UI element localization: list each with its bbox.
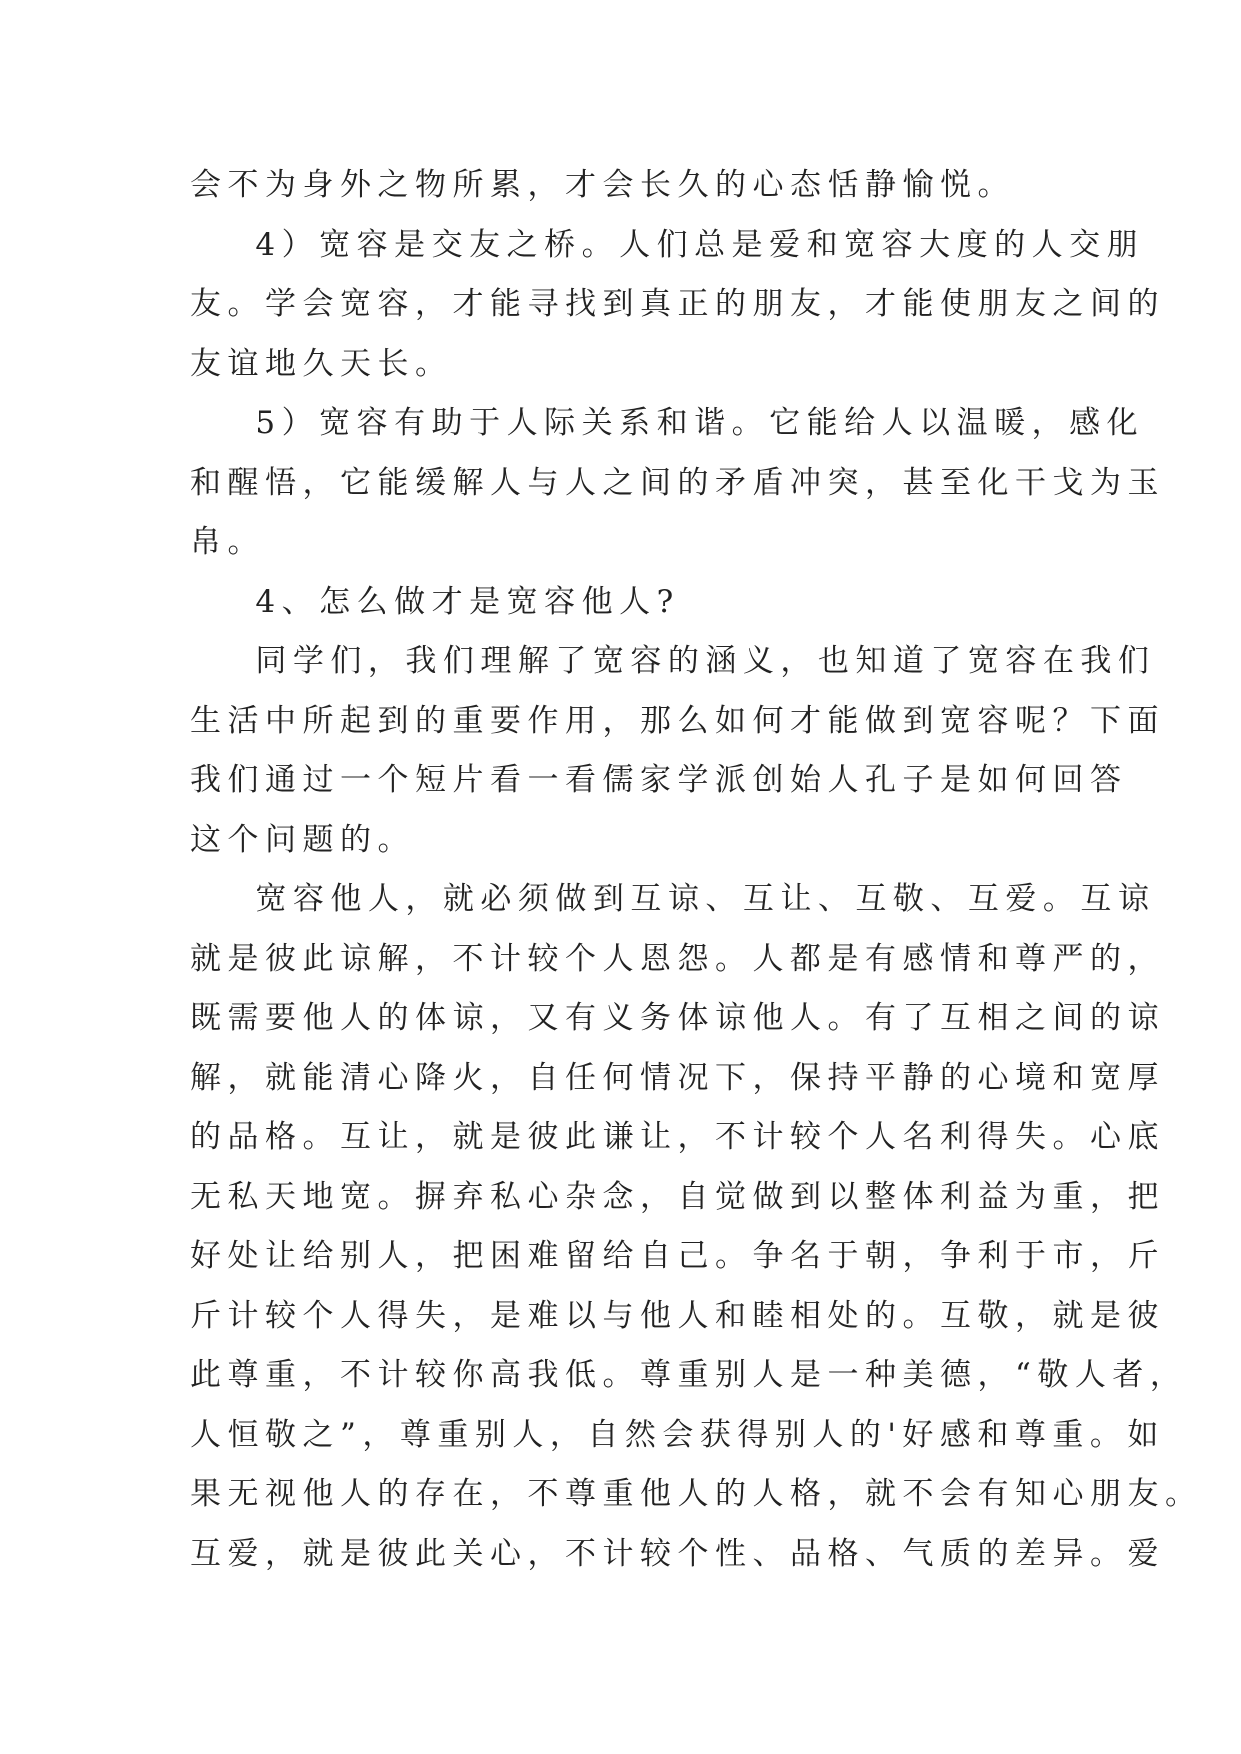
text-line: 互爱，就是彼此关心，不计较个性、品格、气质的差异。爱 xyxy=(190,1535,1165,1572)
text-line: 无私天地宽。摒弃私心杂念，自觉做到以整体利益为重，把 xyxy=(190,1178,1165,1215)
text-line: 4）宽容是交友之桥。人们总是爱和宽容大度的人交朋 xyxy=(190,226,1145,263)
text-line: 就是彼此谅解，不计较个人恩怨。人都是有感情和尊严的， xyxy=(190,940,1165,977)
text-line: 解，就能清心降火，自任何情况下，保持平静的心境和宽厚 xyxy=(190,1059,1165,1096)
text-line: 我们通过一个短片看一看儒家学派创始人孔子是如何回答 xyxy=(190,762,1128,798)
text-line: 的品格。互让，就是彼此谦让，不计较个人名利得失。心底 xyxy=(190,1119,1165,1155)
text-line: 帛。 xyxy=(190,524,265,560)
text-line: 和醒悟，它能缓解人与人之间的矛盾冲突，甚至化干戈为玉 xyxy=(190,464,1165,501)
text-line: 4、怎么做才是宽容他人? xyxy=(190,583,680,620)
text-line: 宽容他人，就必须做到互谅、互让、互敬、互爱。互谅 xyxy=(190,881,1156,917)
text-line: 同学们，我们理解了宽容的涵义，也知道了宽容在我们 xyxy=(190,643,1156,679)
text-line: 5）宽容有助于人际关系和谐。它能给人以温暖，感化 xyxy=(190,405,1145,441)
text-line: 友。学会宽容，才能寻找到真正的朋友，才能使朋友之间的 xyxy=(190,286,1165,322)
text-line: 会不为身外之物所累，才会长久的心态恬静愉悦。 xyxy=(190,167,1015,203)
text-line: 这个问题的。 xyxy=(190,821,415,858)
document-body xyxy=(190,156,1203,1584)
text-line: 果无视他人的存在，不尊重他人的人格，就不会有知心朋友。 xyxy=(190,1476,1203,1512)
text-line: 斤计较个人得失，是难以与他人和睦相处的。互敬，就是彼 xyxy=(190,1297,1165,1334)
text-line: 既需要他人的体谅，又有义务体谅他人。有了互相之间的谅 xyxy=(190,1000,1165,1036)
text-line: 生活中所起到的重要作用，那么如何才能做到宽容呢？下面 xyxy=(190,702,1165,739)
text-line: 好处让给别人，把困难留给自己。争名于朝，争利于市，斤 xyxy=(190,1238,1165,1274)
text-line: 此尊重，不计较你高我低。尊重别人是一种美德，“敬人者， xyxy=(190,1357,1188,1393)
text-line: 人恒敬之”，尊重别人，自然会获得别人的'好感和尊重。如 xyxy=(190,1416,1165,1453)
text-line: 友谊地久天长。 xyxy=(190,345,453,382)
